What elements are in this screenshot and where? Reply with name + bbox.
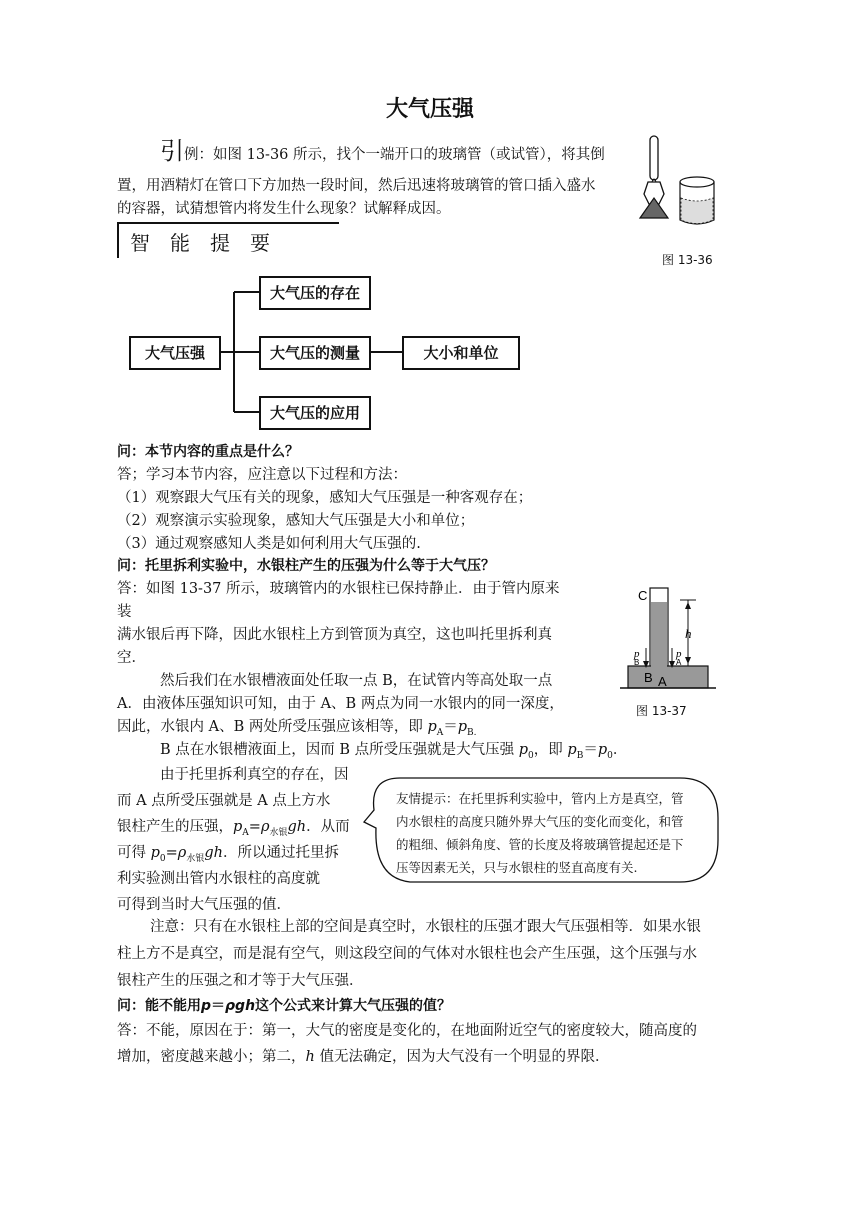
answer-1-item-2: （2）观察演示实验现象，感知大气压强是大小和单位； — [117, 513, 475, 529]
intro-line-3: 的容器，试猜想管内将发生什么现象？试解释成因。 — [117, 201, 451, 217]
fig37-label-h: h — [685, 626, 692, 641]
tip-line-1: 友情提示：在托里拆利实验中，管内上方是真空，管 — [396, 791, 684, 806]
tree-branch-application: 大气压的应用 — [259, 396, 371, 430]
answer-2-line-2: 装 — [117, 604, 132, 620]
tip-line-4: 压等因素无关，只与水银柱的竖直高度有关. — [396, 860, 638, 875]
answer-2-line-5: 然后我们在水银槽液面处任取一点 B，在试管内等高处取一点 — [160, 673, 553, 689]
answer-3-line-2: 增加，密度越来越小；第二，h 值无法确定，因为大气没有一个明显的界限． — [117, 1049, 610, 1065]
question-1: 问：本节内容的重点是什么？ — [117, 444, 299, 460]
figure-13-36-caption: 图 13-36 — [662, 253, 713, 267]
tree-root: 大气压强 — [129, 336, 221, 370]
note-line-2: 柱上方不是真空，而是混有空气，则这段空间的气体对水银柱也会产生压强，这个压强与水 — [117, 946, 697, 962]
fig37-label-pb: p — [634, 648, 640, 660]
tree-branch-measurement: 大气压的测量 — [259, 336, 371, 370]
tip-line-2: 内水银柱的高度只随外界大气压的变化而变化，和管 — [396, 814, 684, 829]
tree-leaf-magnitude-unit: 大小和单位 — [402, 336, 520, 370]
figure-13-37-caption: 图 13-37 — [636, 704, 687, 718]
answer-2-line-9e: 可得 $p_0=\rho_{水银}gh$．所以通过托里拆 — [117, 845, 339, 864]
figure-13-36 — [630, 132, 720, 232]
answer-1-item-3: （3）通过观察感知人类是如何利用大气压强的. — [117, 536, 421, 552]
answer-1-intro: 答；学习本节内容，应注意以下过程和方法： — [117, 467, 407, 483]
tree-branch-existence: 大气压的存在 — [259, 276, 371, 310]
fig37-label-c: C — [638, 588, 648, 603]
section-header: 智 能 提 要 — [130, 231, 270, 255]
page-title: 大气压强 — [385, 97, 474, 122]
answer-2-line-6: A．由液体压强知识可知，由于 A、B 两点为同一水银内的同一深度， — [117, 696, 564, 712]
note-line-1: 注意：只有在水银柱上部的空间是真空时，水银柱的压强才跟大气压强相等．如果水银 — [150, 919, 701, 935]
answer-2-line-7: 因此，水银内 A、B 两处所受压强应该相等，即 $p_A=p_{B.}$ — [117, 719, 477, 738]
answer-3-line-1: 答：不能，原因在于：第一，大气的密度是变化的，在地面附近空气的密度较大，随高度的 — [117, 1023, 697, 1039]
answer-2-line-9h: 可得到当时大气压强的值． — [117, 897, 291, 913]
tip-line-3: 的粗细、倾斜角度、管的长度及将玻璃管提起还是下 — [396, 837, 684, 852]
fig37-label-a: A — [658, 674, 667, 689]
answer-2-line-9c: 银柱产生的压强，$p_A=\rho_{水银}gh$．从而 — [117, 819, 350, 838]
svg-text:B: B — [634, 658, 640, 667]
intro-yin: 引 — [160, 137, 184, 165]
answer-2-line-4: 空． — [117, 650, 146, 666]
answer-2-line-8: B 点在水银槽液面上，因而 B 点所受压强就是大气压强 $p_0$，即 $p_B=p_0$． — [160, 742, 628, 761]
answer-1-item-1: （1）观察跟大气压有关的现象，感知大气压强是一种客观存在； — [117, 490, 533, 506]
figure-13-37 — [620, 578, 720, 698]
intro-line-1: 引例：如图 13-36 所示，找个一端开口的玻璃管（或试管），将其倒 — [160, 137, 605, 165]
intro-line-2: 置，用酒精灯在管口下方加热一段时间，然后迅速将玻璃管的管口插入盛水 — [117, 178, 596, 194]
answer-2-line-9b: 而 A 点所受压强就是 A 点上方水 — [117, 793, 331, 809]
svg-text:A: A — [676, 658, 682, 667]
question-2: 问：托里拆利实验中，水银柱产生的压强为什么等于大气压？ — [117, 558, 495, 574]
fig37-label-b: B — [644, 670, 653, 685]
note-line-3: 银柱产生的压强之和才等于大气压强． — [117, 973, 364, 989]
answer-2-line-1: 答：如图 13-37 所示，玻璃管内的水银柱已保持静止．由于管内原来 — [117, 581, 560, 597]
question-3: 问：能不能用p＝ρgh这个公式来计算大气压强的值？ — [117, 998, 452, 1014]
answer-2-line-9g: 利实验测出管内水银柱的高度就 — [117, 871, 320, 887]
answer-2-line-9a: 由于托里拆利真空的存在，因 — [160, 767, 349, 783]
fig37-label-pa: p — [676, 648, 682, 660]
answer-2-line-3: 满水银后再下降，因此水银柱上方到管顶为真空，这也叫托里拆利真 — [117, 627, 552, 643]
